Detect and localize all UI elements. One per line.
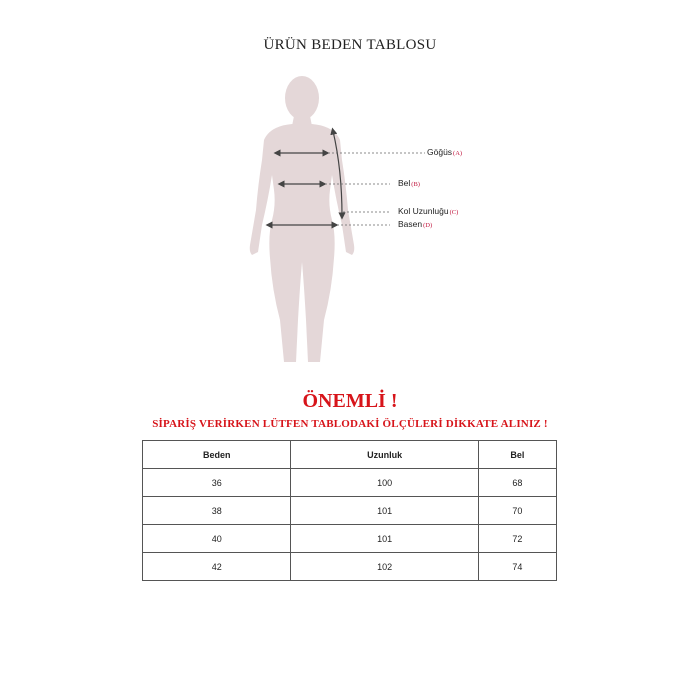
notice-heading: ÖNEMLİ ! bbox=[302, 390, 398, 412]
notice-text: SİPARİŞ VERİRKEN LÜTFEN TABLODAKİ ÖLÇÜLERİ DİKKATE ALINIZ ! bbox=[152, 418, 548, 430]
column-header: Uzunluk bbox=[291, 441, 478, 469]
measure-name: Göğüs bbox=[427, 147, 453, 157]
table-cell: 72 bbox=[478, 525, 556, 553]
measure-code: (C) bbox=[449, 209, 459, 216]
table-cell: 74 bbox=[478, 553, 556, 581]
table-cell: 101 bbox=[291, 497, 478, 525]
page-title: ÜRÜN BEDEN TABLOSU bbox=[263, 37, 437, 53]
table-cell: 40 bbox=[143, 525, 291, 553]
table-cell: 38 bbox=[143, 497, 291, 525]
table-row bbox=[143, 553, 557, 581]
table-header-row bbox=[143, 441, 557, 469]
measure-name: Basen bbox=[398, 219, 423, 229]
measure-name: Kol Uzunluğu bbox=[398, 206, 449, 216]
measure-label-bust bbox=[427, 147, 462, 157]
table-row bbox=[143, 525, 557, 553]
table-cell: 70 bbox=[478, 497, 556, 525]
silhouette-body bbox=[250, 76, 355, 362]
table-cell: 101 bbox=[291, 525, 478, 553]
table-cell: 68 bbox=[478, 469, 556, 497]
measure-code: (B) bbox=[411, 181, 420, 188]
measure-code: (A) bbox=[453, 150, 463, 157]
measure-name: Bel bbox=[398, 178, 411, 188]
column-header: Beden bbox=[143, 441, 291, 469]
table-cell: 102 bbox=[291, 553, 478, 581]
table-row bbox=[143, 469, 557, 497]
measure-label-hip bbox=[398, 219, 432, 229]
column-header: Bel bbox=[478, 441, 556, 469]
measure-label-arm bbox=[398, 206, 458, 216]
size-table bbox=[142, 440, 557, 581]
table-row bbox=[143, 497, 557, 525]
table-cell: 100 bbox=[291, 469, 478, 497]
table-cell: 36 bbox=[143, 469, 291, 497]
measure-code: (D) bbox=[423, 222, 433, 229]
measure-label-waist bbox=[398, 178, 420, 188]
table-cell: 42 bbox=[143, 553, 291, 581]
